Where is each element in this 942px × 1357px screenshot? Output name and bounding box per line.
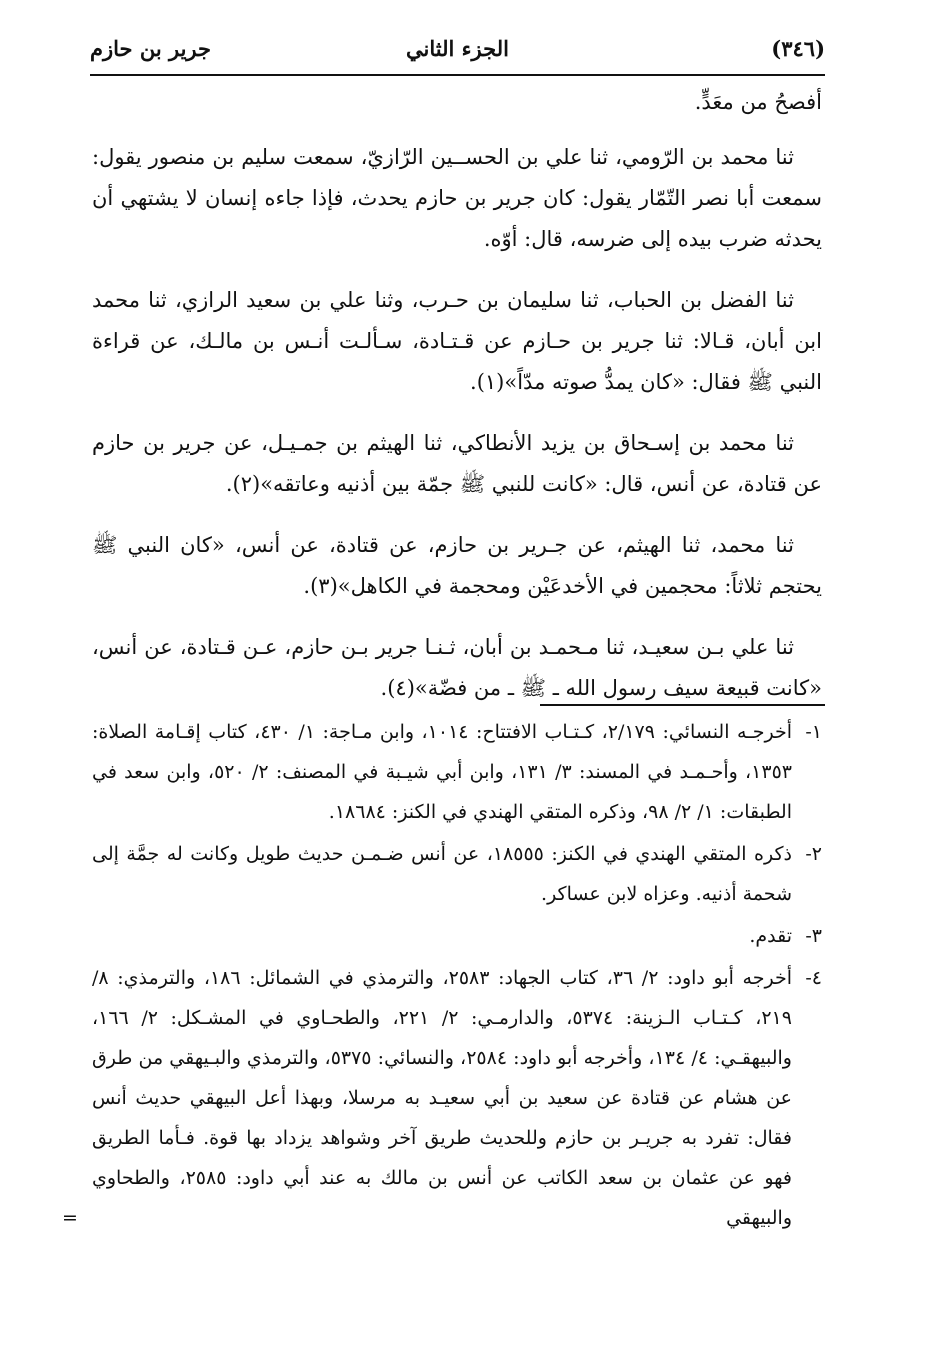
- paragraph: ثنا محمد بن إسـحاق بن يزيد الأنطاكي، ثنا الهيثم بن جمـيـل، عن جرير بن حازم عن قتادة، عن أنس، قال: «كانت للنبي ﷺ جمّة بين أذنيه وعاتقه»(٢).: [92, 431, 822, 496]
- page-header: [90, 34, 825, 76]
- paragraph: ثنا الفضل بن الحباب، ثنا سليمان بن حـرب، وثنا علي بن سعيد الرازي، ثنا محمد ابن أبان، قـالا: ثنا جرير بن حـازم عن قـتـادة، سـألـت أنـس بن مالـك، عن قراءة النبي ﷺ فقال: «كان يمدُّ صوته مدّاً»(١).: [92, 288, 822, 394]
- footnote: [92, 712, 822, 832]
- footnote-number: ٢-: [805, 843, 822, 865]
- footnote-number: ٣-: [805, 925, 822, 947]
- footnote-text: أخرجـه النسائي: ٢/١٧٩، كـتـاب الافتتاح: ١٠١٤، وابن مـاجة: ١/ ٤٣٠، كتاب إقـامة الصلاة: ١٣٥٣، وأحـمـد في المسند: ٣/ ١٣١، وابن أبي شيـبة في المصنف: ٢/ ٥٢٠، وابن سعد في الطبقات: ١/ ٢/ ٩٨، وذكره المتقي الهندي في الكنز: ١٨٦٨٤.: [92, 721, 792, 823]
- page-number: (٣٤٦): [771, 36, 825, 61]
- footnote-text: تقدم.: [749, 925, 792, 947]
- main-text: [92, 82, 822, 729]
- footnotes: [62, 712, 822, 1240]
- paragraph: ثنا محمد، ثنا الهيثم، عن جـرير بن حازم، عن قتادة، عن أنس، «كان النبي ﷺ يحتجم ثلاثاً: محجمين في الأخدعَيْن ومحجمة في الكاهل»(٣).: [92, 533, 822, 598]
- footnote: [62, 958, 822, 1238]
- paragraph: ثنا علي بـن سعيـد، ثنا مـحمـد بن أبان، ثـنـا جرير بـن حازم، عـن قـتادة، عن أنس، «كانت قبيعة سيف رسول الله ـ ﷺ ـ من فضّة»(٤).: [92, 635, 822, 700]
- footnote-number: ٤-: [805, 967, 822, 989]
- footnote-text: أخرجه أبو داود: ٢/ ٣٦، كتاب الجهاد: ٢٥٨٣، والترمذي في الشمائل: ١٨٦، والترمذي: ٨/ ٢١٩، كـتـاب الـزينة: ٥٣٧٤، والدارمـي: ٢/ ٢٢١، والطحـاوي في المشـكل: ٢/ ١٦٦، والبيهقـي: ٤/ ١٣٤، وأخرجه أبو داود: ٢٥٨٤، والنسائي: ٥٣٧٥، والترمذي والبـيهقي من طرق عن هشام عن قتادة عن سعيد بن أبي سعيـد به مرسلا، وبهذا أعل البيهقي حديث أنس فقال: تفرد به جريـر بن حازم وللحديث طريق آخر وشواهد يزداد بها قوة. فـأما الطريق فهو عن عثمان بن سعد الكاتب عن أنس بن مالك به عند أبي داود: ٢٥٨٥، والطحاوي والبيهقي: [92, 967, 792, 1229]
- footnote-separator: [540, 704, 825, 706]
- paragraph: ثنا محمد بن الرّومي، ثنا علي بن الحســين الرّازيّ، سمعت سليم بن منصور يقول: سمعت أبا نصر التّمّار يقول: كان جرير بن حازم يحدث، فإذا جاءه إنسان لا يشتهي أن يحدثه ضرب بيده إلى ضرسه، قال: أوّه.: [92, 145, 822, 251]
- part-title: الجزء الثاني: [406, 36, 509, 61]
- continuation-mark: =: [62, 1207, 78, 1229]
- footnote-text: ذكره المتقي الهندي في الكنز: ١٨٥٥٥، عن أنس ضـمـن حديث طويل وكانت له جمَّة إلى شحمة أذنيه. وعزاه لابن عساكر.: [92, 843, 792, 905]
- footnote: [92, 834, 822, 914]
- paragraph: أفصحُ من معَدٍّ.: [694, 90, 822, 114]
- running-title: جرير بن حازم: [90, 36, 211, 61]
- footnote-number: ١-: [805, 721, 822, 743]
- footnote: [92, 916, 822, 956]
